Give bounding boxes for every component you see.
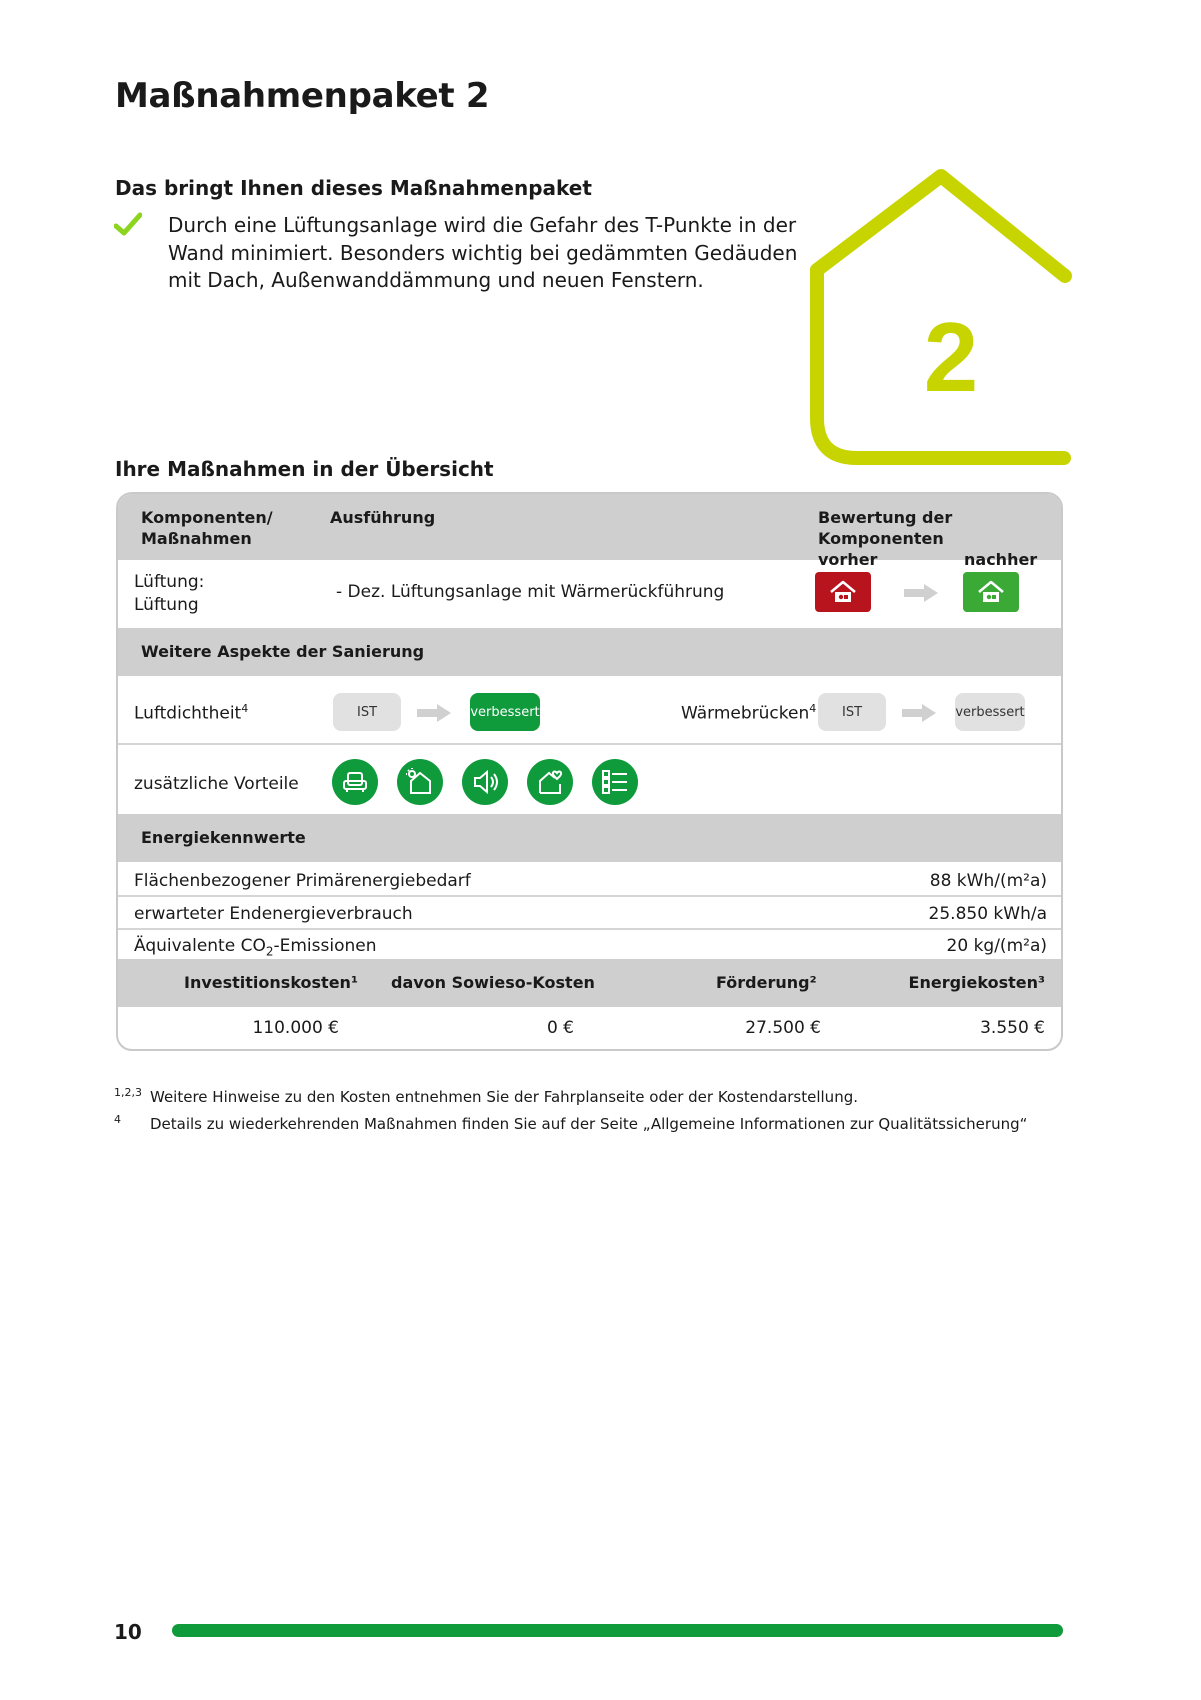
energy-band — [118, 814, 1061, 862]
thermal-bridges-improved-pill: verbessert — [955, 693, 1025, 731]
benefits-heading: Das bringt Ihnen dieses Maßnahmenpaket — [115, 176, 592, 200]
energy-heading: Energiekennwerte — [141, 828, 306, 847]
energy-row-label: Äquivalente $CO_2$-Emissionen — [134, 936, 377, 959]
armchair-icon — [332, 759, 378, 805]
rating-before-icon — [815, 572, 871, 612]
page-number: 10 — [114, 1620, 142, 1644]
checkmark-icon — [114, 212, 142, 238]
page-footer-bar — [172, 1624, 1063, 1637]
energy-row-label: erwarteter Endenergieverbrauch — [134, 904, 413, 924]
benefits-text: Durch eine Lüftungsanlage wird die Gefahr des T-Punkte in der Wand minimiert. Besonders wichtig bei gedämmten Gedäuden mit Dach, Außenwanddämmung und neuen Fenstern. — [168, 213, 798, 292]
aspects-band — [118, 628, 1061, 676]
extra-benefits-label: zusätzliche Vorteile — [134, 774, 299, 794]
page-title: Maßnahmenpaket 2 — [115, 76, 490, 116]
energy-cost-label: Energiekosten³ — [908, 973, 1045, 992]
house-sun-icon — [397, 759, 443, 805]
arrow-right-icon — [417, 704, 451, 722]
energy-row-label: Flächenbezogener Primärenergiebedarf — [134, 871, 471, 891]
table-header — [118, 494, 1061, 569]
checklist-icon — [592, 759, 638, 805]
overview-heading: Ihre Maßnahmen in der Übersicht — [115, 457, 494, 481]
airtightness-ist-pill: IST — [333, 693, 401, 731]
footnote-text: Weitere Hinweise zu den Kosten entnehmen Sie der Fahrplanseite oder der Kostendarstellung. — [150, 1088, 858, 1106]
rating-after-icon — [963, 572, 1019, 612]
energy-cost-value: 3.550 € — [980, 1018, 1045, 1038]
col-components: Komponenten/ Maßnahmen — [141, 508, 273, 548]
col-execution: Ausführung — [330, 508, 436, 527]
investment-label: Investitionskosten¹ — [184, 973, 358, 992]
house-number-badge — [800, 168, 1080, 478]
cost-band — [118, 959, 1061, 1007]
energy-row-value: 25.850 kWh/a — [928, 904, 1047, 924]
investment-value: 110.000 € — [252, 1018, 339, 1038]
funding-label: Förderung² — [716, 973, 817, 992]
footnote: 1,2,3 — [114, 1086, 142, 1099]
arrow-right-icon — [904, 584, 938, 602]
house-heart-icon — [527, 759, 573, 805]
thermal-bridges-label: Wärmebrücken$^4$ — [681, 702, 817, 724]
measure-execution: - Dez. Lüftungsanlage mit Wärmerückführung — [336, 582, 725, 602]
arrow-right-icon — [902, 704, 936, 722]
badge-number: 2 — [923, 302, 979, 412]
measure-component: Lüftung: Lüftung — [134, 572, 205, 615]
footnote: 4 — [114, 1113, 121, 1126]
col-rating: Bewertung der Komponenten vorher nachher — [818, 508, 1038, 569]
energy-row-value: 20 kg/(m²a) — [946, 936, 1047, 956]
sowieso-label: davon Sowieso-Kosten — [391, 973, 595, 992]
aspects-heading: Weitere Aspekte der Sanierung — [141, 642, 425, 661]
speaker-icon — [462, 759, 508, 805]
airtightness-improved-pill: verbessert — [470, 693, 540, 731]
thermal-bridges-ist-pill: IST — [818, 693, 886, 731]
col-before: vorher — [818, 550, 878, 569]
measures-table — [116, 492, 1063, 1051]
airtightness-label: Luftdichtheit$^4$ — [134, 702, 249, 724]
funding-value: 27.500 € — [745, 1018, 821, 1038]
energy-row-value: 88 kWh/(m²a) — [929, 871, 1047, 891]
col-after: nachher — [964, 550, 1038, 569]
footnote-text: Details zu wiederkehrenden Maßnahmen finden Sie auf der Seite „Allgemeine Informationen zur Qualitätssicherung“ — [150, 1115, 1028, 1133]
sowieso-value: 0 € — [546, 1018, 574, 1038]
